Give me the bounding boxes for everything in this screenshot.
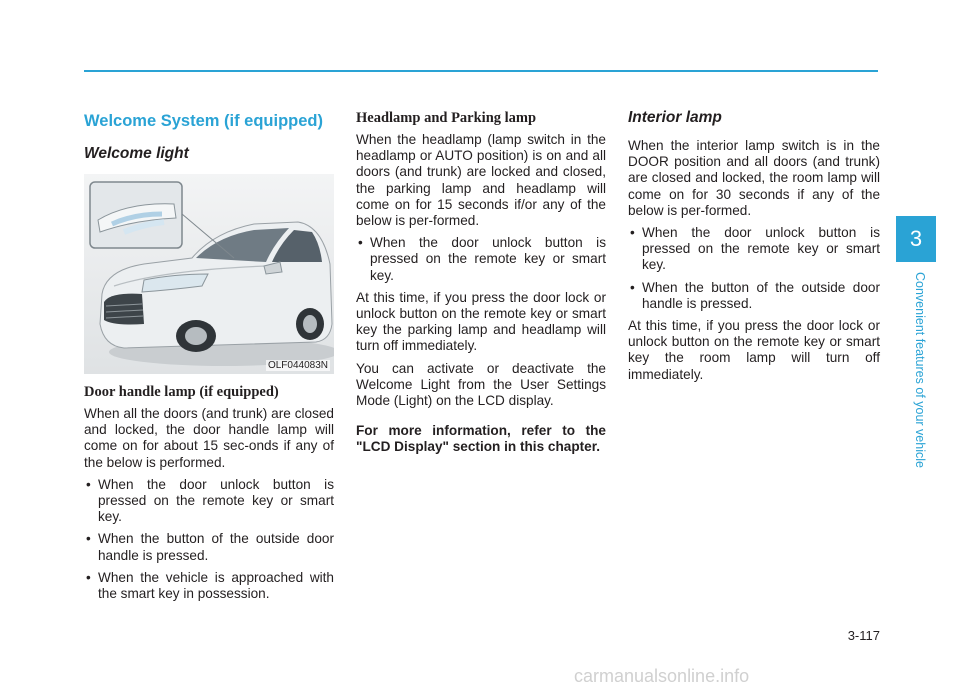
- list-item: • When the button of the outside door handle is pressed.: [86, 531, 334, 563]
- door-handle-heading: Door handle lamp (if equipped): [84, 384, 279, 400]
- interior-para1: At this time, if you press the door lock or unlock button on the remote key or smart key the room lamp will turn off immediately.: [628, 318, 880, 382]
- chapter-title: Convenient features of your vehicle: [913, 272, 927, 468]
- welcome-light-figure: [84, 174, 334, 374]
- list-item: • When the vehicle is approached with the smart key in possession.: [86, 569, 334, 602]
- interior-heading: Interior lamp: [628, 109, 722, 126]
- car-illustration: [84, 174, 334, 374]
- header-rule: [84, 70, 878, 72]
- headlamp-note: For more information, refer to the "LCD Display" section in this chapter.: [356, 423, 606, 455]
- headlamp-list: [356, 235, 606, 284]
- column-left: [84, 108, 334, 608]
- list-item: • When the button of the outside door handle is pressed.: [630, 279, 880, 311]
- watermark: carmanualsonline.info: [574, 666, 750, 686]
- door-handle-list: [84, 477, 334, 602]
- interior-intro: When the interior lamp switch is in the DOOR position and all doors (and trunk) are closed and locked, the room lamp will come on for 30 seconds if any of the below is per-formed.: [628, 138, 880, 218]
- headlamp-heading: Headlamp and Parking lamp: [356, 110, 537, 126]
- figure-code: OLF044083N: [267, 360, 328, 371]
- chapter-tab: 3: [896, 216, 936, 262]
- list-item: • When the door unlock button is pressed on the remote key or smart key.: [358, 235, 606, 283]
- headlamp-intro: When the headlamp (lamp switch in the headlamp or AUTO position) is on and all doors (and trunk) are locked and closed, the parking lamp and headlamp will come on for 15 seconds if/or any of the below is per-formed.: [356, 132, 606, 229]
- column-right: [628, 108, 880, 389]
- page-number: 3-117: [847, 628, 880, 643]
- column-middle: [356, 108, 606, 462]
- list-item: • When the door unlock button is pressed on the remote key or smart key.: [630, 225, 880, 273]
- door-handle-intro: When all the doors (and trunk) are closed and locked, the door handle lamp will come on for about 15 sec-onds if any of the below is performed.: [84, 406, 334, 470]
- headlamp-para1: At this time, if you press the door lock or unlock button on the remote key or smart key the parking lamp and headlamp will turn off immediately.: [356, 289, 606, 354]
- interior-list: [628, 225, 880, 312]
- welcome-light-heading: Welcome light: [84, 145, 189, 162]
- list-item: • When the door unlock button is pressed on the remote key or smart key.: [86, 476, 334, 525]
- section-title: Welcome System (if equipped): [84, 112, 323, 130]
- headlamp-para2: You can activate or deactivate the Welcome Light from the User Settings Mode (Light) on the LCD display.: [356, 360, 606, 409]
